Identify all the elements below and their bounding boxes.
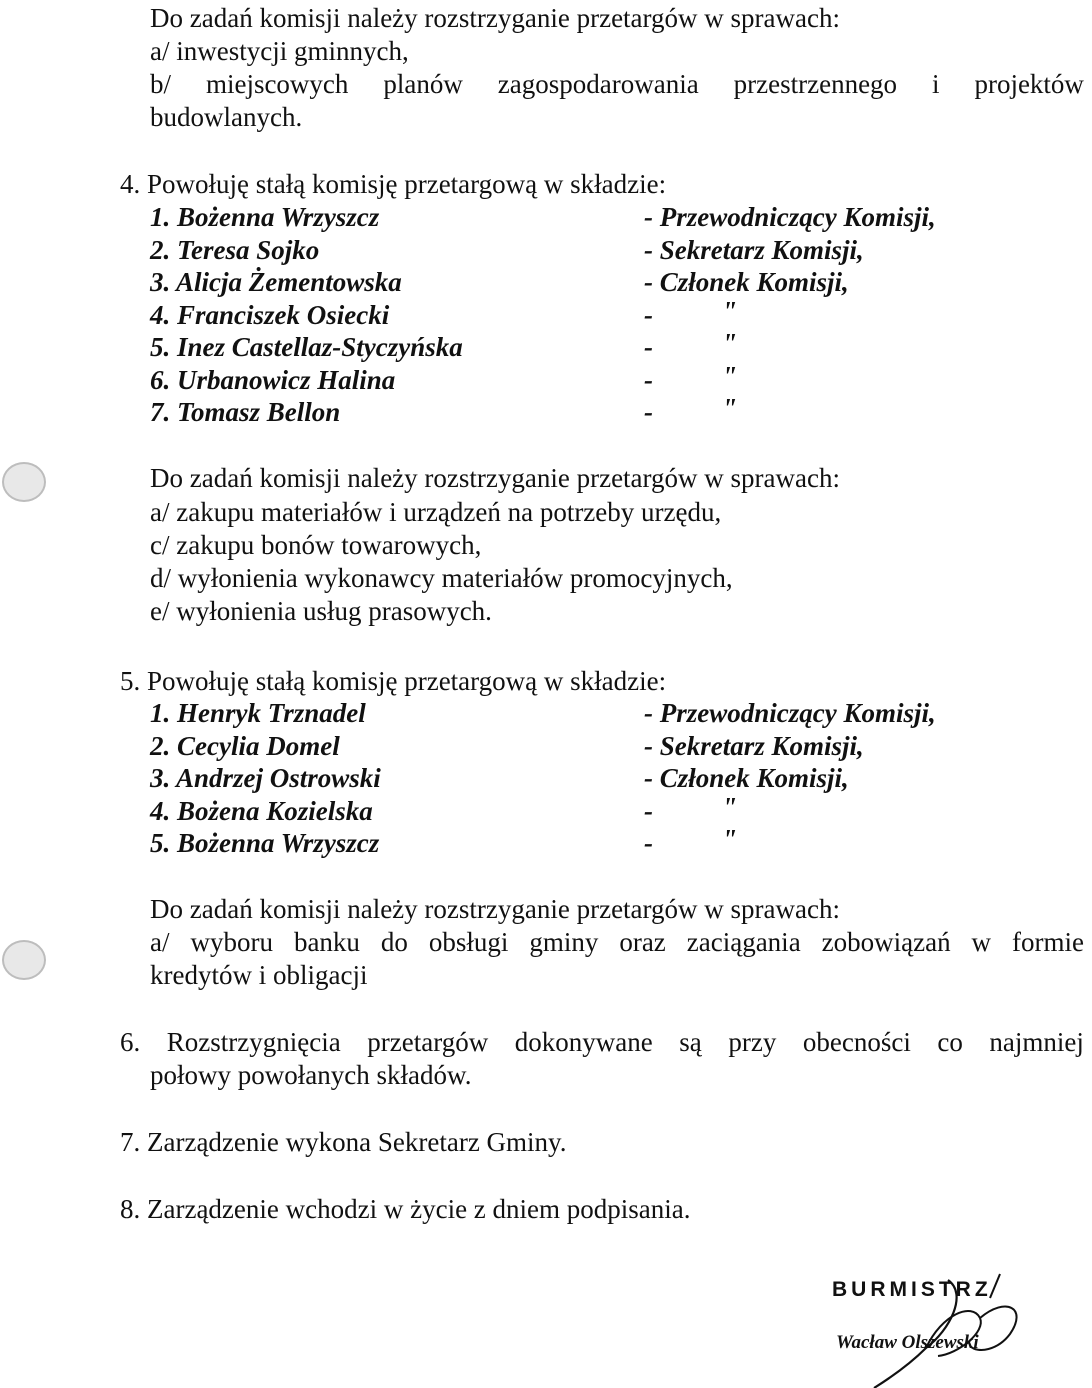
section6-text	[120, 1026, 1084, 1059]
stamp-name: Wacław Olszewski	[836, 1332, 979, 1353]
section4-member-name: 6. Urbanowicz Halina	[150, 364, 396, 395]
section4-ditto-mark: "	[722, 295, 737, 326]
word: przestrzennego	[733, 69, 898, 99]
word: oraz	[619, 927, 666, 957]
section5-member-name: 4. Bożena Kozielska	[150, 795, 373, 826]
section5-member-role: -	[644, 795, 653, 826]
punch-hole	[2, 940, 46, 980]
section4-heading: 4. Powołuję stałą komisję przetargową w składzie:	[120, 169, 667, 199]
section4-member-role: - Członek Komisji,	[644, 267, 849, 297]
section4-task: d/ wyłonienia wykonawcy materiałów promocyjnych,	[150, 563, 733, 593]
stamp-title: BURMISTRZ	[832, 1278, 992, 1301]
punch-hole	[2, 462, 46, 502]
section4-member-role: - Sekretarz Komisji,	[644, 234, 864, 265]
section4-member-name: 7. Tomasz Bellon	[150, 397, 341, 427]
section4-member-name: 3. Alicja Żementowska	[150, 267, 402, 297]
intro3-heading: Do zadań komisji należy rozstrzyganie przetargów w sprawach:	[150, 3, 840, 33]
section5-tasks-heading: Do zadań komisji należy rozstrzyganie przetargów w sprawach:	[150, 894, 840, 924]
word: przy	[728, 1027, 777, 1057]
word: do	[380, 927, 408, 957]
section4-task: c/ zakupu bonów towarowych,	[150, 530, 482, 560]
word: banku	[293, 927, 360, 957]
section5-member-name: 1. Henryk Trznadel	[150, 698, 366, 728]
word: i	[932, 69, 940, 99]
section4-tasks-heading: Do zadań komisji należy rozstrzyganie przetargów w sprawach:	[150, 463, 840, 493]
section5-heading: 5. Powołuję stałą komisję przetargową w składzie:	[120, 666, 667, 696]
section4-ditto-mark: "	[722, 360, 737, 391]
word: zaciągania	[686, 927, 801, 957]
section5-member-role: -	[644, 828, 653, 858]
section4-task: e/ wyłonienia usług prasowych.	[150, 596, 492, 626]
word: najmniej	[989, 1027, 1084, 1057]
section4-task: a/ zakupu materiałów i urządzeń na potrzeby urzędu,	[150, 497, 722, 527]
word: zobowiązań	[821, 927, 951, 957]
section8-text: 8. Zarządzenie wchodzi w życie z dniem podpisania.	[120, 1194, 691, 1224]
section5-member-name: 3. Andrzej Ostrowski	[150, 763, 381, 793]
section4-member-role: -	[644, 364, 653, 395]
word: co	[937, 1027, 963, 1057]
section6-text-cont: połowy powołanych składów.	[150, 1060, 472, 1090]
section5-member-name: 5. Bożenna Wrzyszcz	[150, 828, 380, 858]
section5-member-name: 2. Cecylia Domel	[150, 730, 340, 761]
section5-member-role: - Sekretarz Komisji,	[644, 730, 864, 761]
word: b/	[150, 69, 172, 99]
word: gminy	[529, 927, 599, 957]
word: są	[679, 1027, 702, 1057]
word: a/	[150, 927, 170, 957]
section4-member-name: 2. Teresa Sojko	[150, 234, 320, 265]
section5-ditto-mark: "	[722, 824, 737, 854]
word: dokonywane	[514, 1027, 653, 1057]
word: zagospodarowania	[497, 69, 699, 99]
word: Rozstrzygnięcia	[166, 1027, 341, 1057]
section5-member-role: - Członek Komisji,	[644, 763, 849, 793]
word: 6.	[120, 1027, 141, 1057]
section4-member-role: -	[644, 397, 653, 427]
word: planów	[383, 69, 463, 99]
section4-member-name: 4. Franciszek Osiecki	[150, 299, 390, 330]
word: wyboru	[190, 927, 273, 957]
intro3-item-a: a/ inwestycji gminnych,	[150, 36, 409, 66]
word: projektów	[974, 69, 1084, 99]
section4-ditto-mark: "	[722, 393, 737, 423]
word: w	[971, 927, 992, 957]
intro3-item-b	[150, 68, 1084, 101]
word: formie	[1012, 927, 1084, 957]
section5-task-a	[150, 926, 1084, 959]
section4-ditto-mark: "	[722, 328, 737, 358]
handwritten-signature	[830, 1272, 1060, 1388]
section5-member-role: - Przewodniczący Komisji,	[644, 698, 936, 728]
intro3-item-b-cont: budowlanych.	[150, 102, 303, 132]
section5-task-a-cont: kredytów i obligacji	[150, 960, 368, 990]
section4-member-name: 1. Bożenna Wrzyszcz	[150, 202, 380, 232]
word: przetargów	[367, 1027, 489, 1057]
section4-member-name: 5. Inez Castellaz-Styczyńska	[150, 332, 463, 362]
section4-member-role: -	[644, 299, 653, 330]
word: obsługi	[428, 927, 509, 957]
section7-text: 7. Zarządzenie wykona Sekretarz Gminy.	[120, 1127, 567, 1157]
word: obecności	[802, 1027, 911, 1057]
word: miejscowych	[205, 69, 349, 99]
section5-ditto-mark: "	[722, 791, 737, 822]
section4-member-role: - Przewodniczący Komisji,	[644, 202, 936, 232]
section4-member-role: -	[644, 332, 653, 362]
